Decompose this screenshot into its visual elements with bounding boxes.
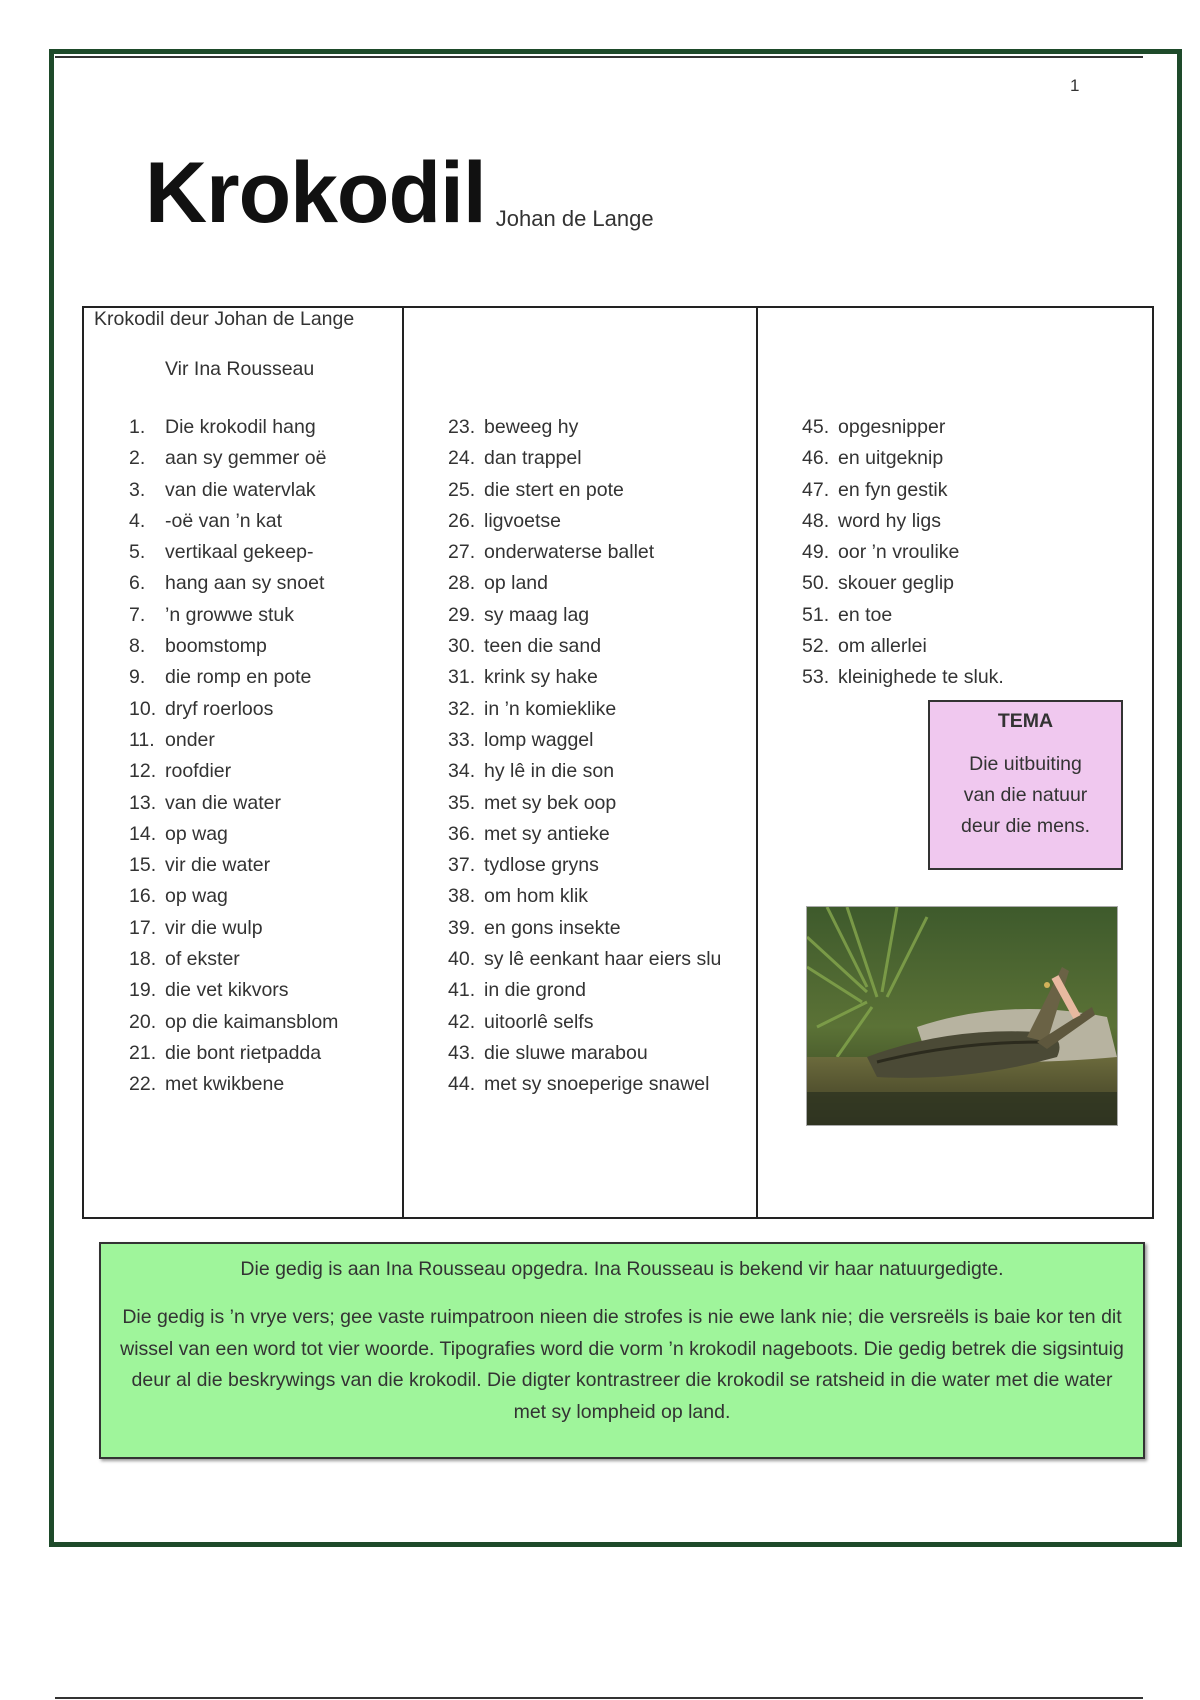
poem-line [448, 819, 721, 850]
poem-line [448, 537, 721, 568]
poem-line [448, 568, 721, 599]
poem-line-number: 23. [448, 416, 476, 438]
poem-line [129, 506, 338, 537]
poem-line [129, 881, 338, 912]
poem-line [129, 725, 338, 756]
poem-line-text: van die watervlak [165, 478, 316, 501]
poem-line-number: 51. [802, 603, 830, 626]
poem-lines [802, 412, 1004, 694]
poem-line-text: die vet kikvors [165, 979, 289, 1002]
poem-line-text: tydlose gryns [484, 854, 599, 877]
poem-line [448, 694, 721, 725]
poem-line-number: 16. [129, 885, 157, 908]
poem-line-text: met sy snoeperige snawel [484, 1073, 710, 1096]
poem-line [448, 881, 721, 912]
poem-line-number: 6. [129, 572, 146, 595]
poem-line-text: onder [165, 728, 215, 751]
poem-line-text: ligvoetse [484, 509, 561, 532]
poem-line [448, 975, 721, 1006]
poem-line-text: beweeg hy [484, 416, 579, 438]
poem-line-number: 9. [129, 666, 146, 689]
poem-line-number: 31. [448, 666, 476, 689]
bottom-rule [55, 1697, 1143, 1699]
poem-line-text: die bont rietpadda [165, 1041, 322, 1064]
poem-line-text: om allerlei [838, 635, 927, 658]
poem-line-text: aan sy gemmer oë [165, 447, 327, 470]
poem-line [129, 1007, 338, 1038]
poem-line-text: van die water [165, 791, 281, 814]
poem-line [448, 412, 721, 443]
tema-line: Die uitbuiting [969, 753, 1082, 775]
poem-line-number: 49. [802, 541, 830, 564]
poem-line [448, 756, 721, 787]
poem-line-text: met sy antieke [484, 822, 610, 845]
poem-line [129, 850, 338, 881]
poem-line-text: met kwikbene [165, 1073, 285, 1096]
tema-line: van die natuur [963, 784, 1088, 806]
poem-line [448, 1007, 721, 1038]
poem-line [802, 631, 1004, 662]
poem-line-text: teen die sand [484, 635, 602, 658]
poem-line [448, 443, 721, 474]
poem-line-number: 8. [129, 635, 146, 658]
poem-line-text: roofdier [165, 760, 232, 783]
poem-line [129, 975, 338, 1006]
poem-lines [129, 412, 338, 1101]
poem-line-number: 12. [129, 760, 157, 783]
poem-line-text: met sy bek oop [484, 791, 617, 814]
tema-box [928, 700, 1123, 870]
poem-line-number: 46. [802, 447, 830, 470]
poem-line-text: vir die wulp [165, 916, 263, 939]
poem-line-text: hy lê in die son [484, 760, 615, 783]
poem-line-number: 32. [448, 697, 476, 720]
poem-line-number: 41. [448, 979, 476, 1002]
poem-line [448, 944, 721, 975]
poem-line-number: 35. [448, 791, 476, 814]
poem-line-number: 36. [448, 822, 476, 845]
poem-line [802, 475, 1004, 506]
poem-line-number: 37. [448, 854, 476, 877]
poem-line [448, 631, 721, 662]
poem-line [129, 1038, 338, 1069]
poem-line-text: op land [484, 572, 548, 595]
poem-line-text: in die grond [484, 979, 586, 1002]
poem-line-text: opgesnipper [838, 416, 946, 438]
poem-line-number: 21. [129, 1041, 157, 1064]
poem-line [802, 443, 1004, 474]
poem-line-number: 7. [129, 603, 146, 626]
page-author: Johan de Lange [495, 206, 654, 231]
poem-line-text: en uitgeknip [838, 447, 944, 470]
info-line: Die gedig is aan Ina Rousseau opgedra. Ina Rousseau is bekend vir haar natuurgedigte. [240, 1258, 1004, 1280]
poem-heading: Krokodil deur Johan de Lange [94, 308, 355, 330]
poem-line-number: 17. [129, 916, 157, 939]
poem-line-text: die stert en pote [484, 478, 624, 501]
poem-line-number: 43. [448, 1041, 476, 1064]
poem-line [448, 725, 721, 756]
poem-line-number: 20. [129, 1010, 157, 1033]
poem-line-number: 53. [802, 666, 830, 689]
poem-line-text: en fyn gestik [838, 478, 948, 501]
poem-line-number: 30. [448, 635, 476, 658]
poem-line-text: word hy ligs [838, 509, 941, 532]
poem-line-number: 38. [448, 885, 476, 908]
poem-line-number: 4. [129, 509, 146, 532]
poem-line-text: op wag [165, 885, 228, 908]
poem-line [129, 756, 338, 787]
poem-line [129, 600, 338, 631]
poem-line [129, 537, 338, 568]
poem-line [129, 475, 338, 506]
poem-line [129, 412, 338, 443]
poem-line [448, 506, 721, 537]
poem-line [129, 568, 338, 599]
poem-line-text: lomp waggel [484, 728, 594, 751]
poem-line-number: 24. [448, 447, 476, 470]
poem-line-number: 50. [802, 572, 830, 595]
crocodile-illustration [807, 907, 1117, 1125]
info-paragraph: Die gedig is ’n vrye vers; gee vaste ruimpatroon nieen die strofes is nie ewe lank nie; die versreëls is baie kor ten dit wissel van een word tot vier woorde. Tipografies word die vorm ’n krokodil nageboots. Die gedig betrek die sigsintuig deur al die beskrywings van die krokodil. Die digter kontrastreer die krokodil se ratsheid in die water met die water met sy lompheid op land. [120, 1306, 1124, 1423]
poem-line-number: 29. [448, 603, 476, 626]
poem-dedication: Vir Ina Rousseau [165, 358, 315, 380]
poem-lines [448, 412, 721, 1101]
poem-line-text: vertikaal gekeep- [165, 541, 314, 564]
poem-line-text: sy maag lag [484, 603, 590, 626]
poem-line-number: 39. [448, 916, 476, 939]
tema-title: TEMA [997, 710, 1054, 732]
poem-line-text: boomstomp [165, 635, 267, 658]
poem-line [129, 944, 338, 975]
poem-line [129, 662, 338, 693]
poem-line [802, 537, 1004, 568]
column-divider [756, 308, 758, 1217]
poem-line-text: die sluwe marabou [484, 1041, 648, 1064]
poem-line [448, 600, 721, 631]
title-block [145, 145, 654, 241]
poem-line-number: 27. [448, 541, 476, 564]
poem-line-number: 45. [802, 416, 830, 438]
poem-line-number: 15. [129, 854, 157, 877]
poem-line-number: 14. [129, 822, 157, 845]
poem-line-number: 2. [129, 447, 146, 470]
poem-line-text: kleinighede te sluk. [838, 666, 1004, 689]
tema-line: deur die mens. [961, 815, 1090, 837]
info-box [99, 1242, 1145, 1459]
poem-line [448, 1038, 721, 1069]
poem-line-number: 34. [448, 760, 476, 783]
poem-line-number: 3. [129, 478, 146, 501]
poem-line-text: oor ’n vroulike [838, 541, 960, 564]
poem-line-text: krink sy hake [484, 666, 598, 689]
poem-line-text: Die krokodil hang [165, 416, 316, 438]
poem-line-number: 33. [448, 728, 476, 751]
poem-line [802, 600, 1004, 631]
poem-line-text: en gons insekte [484, 916, 621, 939]
poem-line-text: hang aan sy snoet [165, 572, 325, 595]
poem-line-text: op die kaimansblom [165, 1010, 339, 1033]
poem-line [129, 819, 338, 850]
poem-line-number: 1. [129, 416, 146, 438]
poem-line-number: 28. [448, 572, 476, 595]
poem-line-text: onderwaterse ballet [484, 541, 655, 564]
poem-line-number: 47. [802, 478, 830, 501]
poem-line [802, 662, 1004, 693]
poem-line-number: 44. [448, 1073, 476, 1096]
poem-line-text: dryf roerloos [165, 697, 274, 720]
tema-text [930, 749, 1121, 842]
poem-line [129, 913, 338, 944]
poem-line-text: en toe [838, 603, 893, 626]
page-title: Krokodil [145, 145, 486, 241]
poem-line [129, 694, 338, 725]
poem-line-text: op wag [165, 822, 228, 845]
poem-line-number: 22. [129, 1073, 157, 1096]
poem-line-number: 52. [802, 635, 830, 658]
poem-line [448, 662, 721, 693]
poem-line-text: uitoorlê selfs [484, 1010, 594, 1033]
poem-line [448, 1069, 721, 1100]
poem-line [129, 788, 338, 819]
poem-line-number: 10. [129, 697, 157, 720]
poem-line-text: -oë van ’n kat [165, 509, 283, 532]
poem-line-text: ’n growwe stuk [165, 603, 294, 626]
poem-line-text: sy lê eenkant haar eiers slu [484, 948, 722, 971]
poem-line-number: 19. [129, 979, 157, 1002]
poem-line-number: 11. [129, 728, 155, 751]
poem-line-text: om hom klik [484, 885, 589, 908]
poem-line-text: skouer geglip [838, 572, 954, 595]
poem-line [129, 1069, 338, 1100]
poem-line-number: 48. [802, 509, 830, 532]
poem-line-number: 25. [448, 478, 476, 501]
poem-line [802, 568, 1004, 599]
poem-line [448, 850, 721, 881]
poem-line-number: 26. [448, 509, 476, 532]
column-divider [402, 308, 404, 1217]
poem-line-number: 18. [129, 948, 157, 971]
poem-line [802, 412, 1004, 443]
poem-line-text: die romp en pote [165, 666, 312, 689]
poem-line-text: in ’n komieklike [484, 697, 617, 720]
page-number: 1 [1070, 76, 1080, 95]
poem-line-number: 5. [129, 541, 146, 564]
crocodile-photo [806, 906, 1118, 1126]
poem-line-number: 42. [448, 1010, 476, 1033]
poem-line [802, 506, 1004, 537]
poem-line [448, 475, 721, 506]
poem-line [129, 443, 338, 474]
poem-line-number: 40. [448, 948, 476, 971]
poem-line [448, 913, 721, 944]
poem-line-number: 13. [129, 791, 157, 814]
poem-line-text: of ekster [165, 948, 240, 971]
poem-line-text: vir die water [165, 854, 271, 877]
poem-line [129, 631, 338, 662]
poem-line [448, 788, 721, 819]
poem-line-text: dan trappel [484, 447, 582, 470]
